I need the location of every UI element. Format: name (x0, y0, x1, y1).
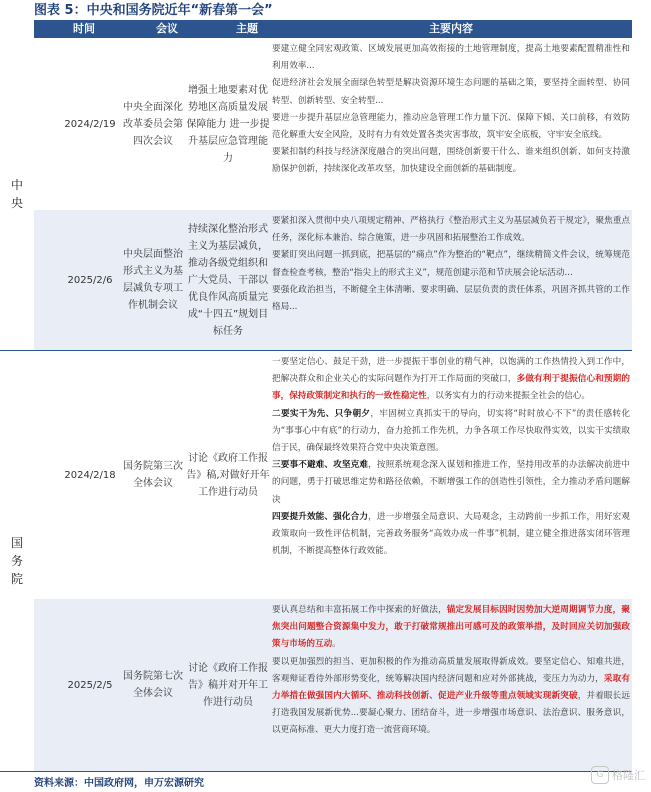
content-text: 要紧扣制约科技与经济深度融合的突出问题，围绕创新要干什么、谁来组织创新、如何支持激励保护创新，持续深化改革攻坚，加快建设全面创新的基础制度。 (272, 147, 630, 175)
bold-lead-text: 二要实干为先、只争朝夕 (272, 408, 371, 419)
table-bottom-rule (0, 771, 632, 772)
content-paragraph (272, 654, 630, 740)
header-topic: 主题 (236, 22, 258, 35)
cell-time: 2024/2/18 (64, 469, 116, 481)
content-text: 一要坚定信心、鼓足干劲，进一步提振干事创业的精气神，以饱满的工作热情投入到工作中，把解决群众和企业关心的实际问题作为打开工作局面的突破口， (272, 357, 630, 385)
content-paragraph (272, 509, 630, 561)
content-paragraph (272, 602, 630, 654)
content-paragraph (272, 41, 630, 75)
content-text: ，并着眼长远打造我国发展新优势...要凝心聚力、团结奋斗，进一步增强市场意识、法治意识、服务意识，以更高标准、更大力度打造一流营商环境。 (272, 691, 630, 736)
content-paragraph (272, 247, 630, 281)
header-time: 时间 (73, 22, 95, 35)
content-paragraph (272, 110, 630, 144)
source-note: 资料来源：中国政府网，申万宏源研究 (34, 778, 204, 789)
cell-content (272, 41, 630, 179)
bold-lead-text: 三要事不避难、攻坚克难 (272, 460, 369, 471)
table-row (34, 599, 632, 771)
content-text: 要进一步提升基层应急管理能力，推动应急管理工作力量下沉、保障下倾、关口前移，有效防范化解重大安全风险，及时有力有效处置各类灾害事故，筑牢安全底板，守牢安全底线。 (272, 112, 630, 141)
bold-lead-text: 四要提升效能、强化合力 (272, 511, 369, 522)
cell-content (272, 213, 630, 316)
cell-meeting: 国务院第三次全体会议 (123, 461, 183, 489)
cell-time: 2025/2/6 (67, 274, 113, 286)
cell-meeting: 国务院第七次全体会议 (123, 671, 183, 699)
cell-content (272, 354, 630, 560)
group-label-central-text: 中央 (10, 178, 23, 210)
content-paragraph (272, 406, 630, 458)
cell-topic: 讨论《政府工作报告》稿,对做好开年工作进行动员 (186, 452, 270, 498)
table-row (34, 38, 632, 210)
content-text: ，进一步增强全局意识、大局观念，主动跨前一步抓工作，用好宏观政策取向一致性评估机制，完善政务服务“高效办成一件事”机制，建立健全推进落实闭环管理机制，不断提高整体行政效能。 (272, 511, 630, 557)
emphasis-text: 锚定发展目标因时因势加大逆周期调节力度，聚焦突出问题整合资源集中发力，敢于打破常规推出可感可及的政策举措，及时回应关切加强政策与市场的互动 (272, 605, 630, 650)
content-paragraph (272, 75, 630, 109)
table-row (34, 351, 632, 599)
content-text: ，牢固树立真抓实干的导向，切实将“时时放心不下”的责任感转化为“事事心中有底”的行动力，奋力抢抓工作先机，力争各项工作尽快取得实效，以实干实绩取信于民，确保最终效果符合党中央决策意图。 (272, 408, 630, 454)
table-row (34, 210, 632, 350)
emphasis-text: 多做有利于提振信心和预期的事，保持政策制定和执行的一致性稳定性 (272, 374, 630, 402)
watermark-logo-icon: G (591, 766, 609, 784)
group-label-central (0, 38, 34, 350)
watermark (591, 766, 645, 784)
content-text: ，以务实有力的行动来提振全社会的信心。 (426, 391, 590, 402)
header-content: 主要内容 (429, 22, 473, 35)
content-text: 要强化政治担当，不断健全主体清晰、要求明确、层层负责的责任体系，巩固齐抓共管的工作格局... (272, 284, 630, 313)
cell-meeting: 中央层面整治形式主义为基层减负专项工作机制会议 (123, 249, 183, 311)
cell-meeting: 中央全面深化改革委员会第四次会议 (123, 101, 183, 147)
header-meeting: 会议 (156, 22, 178, 35)
figure-title: 图表 5：中央和国务院近年“新春第一会” (34, 3, 273, 18)
content-text: 。 (332, 639, 341, 650)
cell-content (272, 602, 630, 740)
cell-time: 2024/2/19 (64, 118, 116, 130)
content-paragraph (272, 354, 630, 406)
group-label-state-council (0, 351, 34, 771)
content-paragraph (272, 213, 630, 247)
cell-time: 2025/2/5 (67, 679, 113, 691)
content-paragraph (272, 282, 630, 316)
cell-topic: 增强土地要素对优势地区高质量发展保障能力 进一步提升基层应急管理能力 (186, 84, 270, 164)
emphasis-text: 采取有力举措在做强国内大循环、推动科技创新、促进产业升级等重点领域实现新突破 (272, 673, 630, 702)
group-label-state-council-text: 国务院 (10, 536, 23, 586)
content-text: 要紧盯突出问题一抓到底，把基层的“痛点”作为整治的“靶点”，继续精简文件会议，统筹规范督查检查考核，整治“指尖上的形式主义”，规范创建示范和节庆展会论坛活动... (272, 250, 630, 278)
content-paragraph (272, 457, 630, 509)
content-text: 要紧扣深入贯彻中央八项规定精神、严格执行《整治形式主义为基层减负若干规定》，聚焦重点任务，深化标本兼治、综合施策，进一步巩固和拓展整治工作成效。 (272, 216, 630, 244)
content-paragraph (272, 144, 630, 178)
watermark-text: 格隆汇 (612, 769, 645, 782)
content-text: 促进经济社会发展全面绿色转型是解决资源环境生态问题的基础之策，要坚持全面转型、协同转型、创新转型、安全转型... (272, 78, 630, 106)
content-text: ，按照系统观念深入谋划和推进工作，坚持用改革的办法解决前进中的问题，勇于打破思维定势和路径依赖，不断增强工作的创造性引领性，全力推动矛盾问题解决 (272, 460, 630, 505)
content-text: 要认真总结和丰富拓展工作中探索的好做法， (272, 605, 447, 615)
content-text: 要建立健全同宏观政策、区域发展更加高效衔接的土地管理制度，提高土地要素配置精准性和利用效率... (272, 44, 630, 72)
table-header (34, 20, 632, 38)
cell-topic: 持续深化整治形式主义为基层减负，推动各级党组织和广大党员、干部以优良作风高质量完成“十四五”规划目标任务 (187, 223, 269, 337)
cell-topic: 讨论《政府工作报告》稿并对开年工作进行动员 (188, 662, 268, 708)
content-text: 要以更加强烈的担当、更加积极的作为推动高质量发展取得新成效。要坚定信心、知难共进，客观辩证看待外部形势变化，统筹解决国内经济问题和应对外部挑战，变压力为动力， (272, 656, 630, 684)
